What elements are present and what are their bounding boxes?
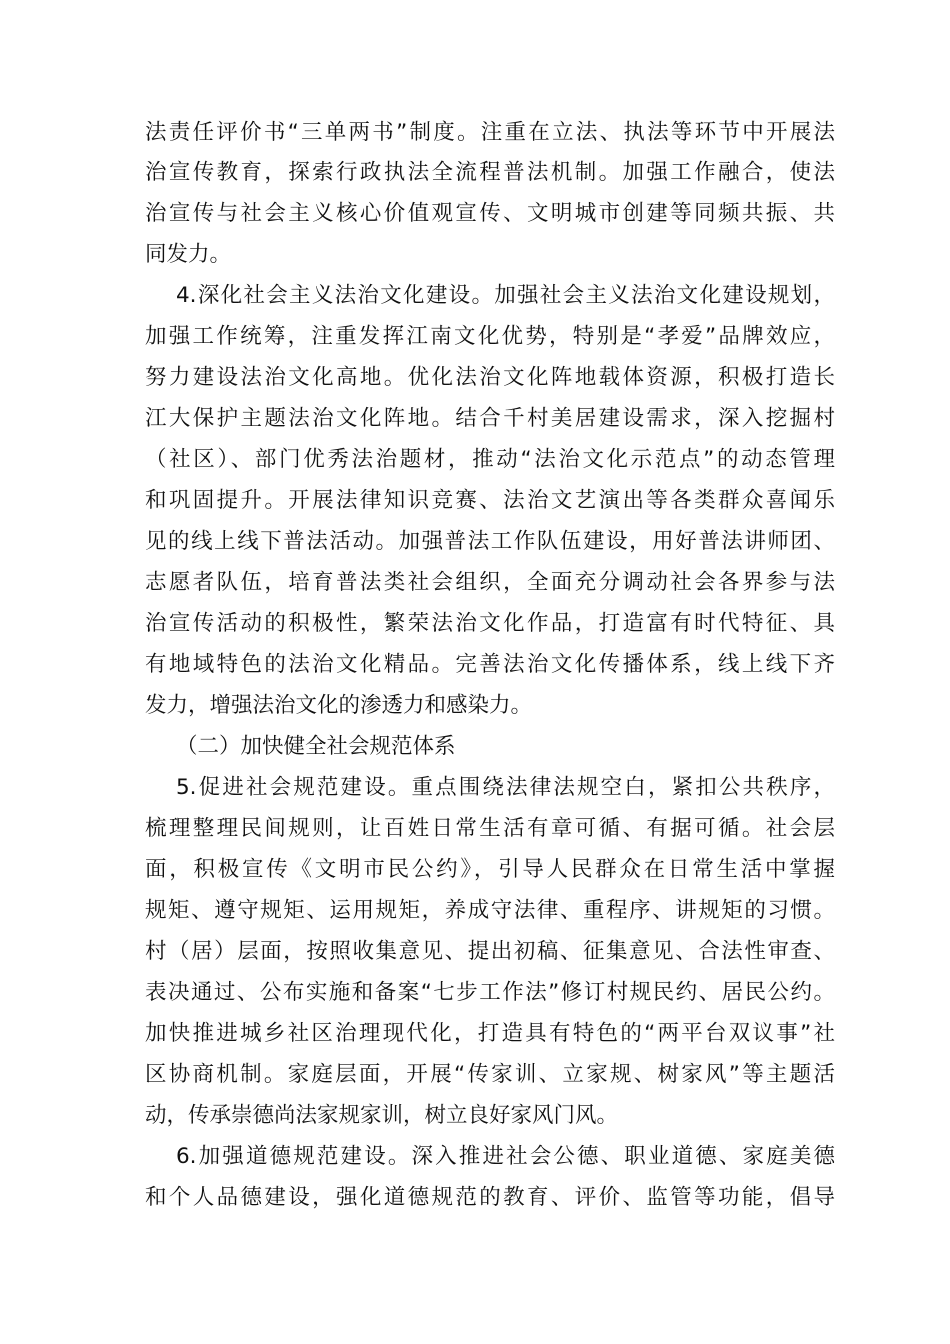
- text-line: （社区）、部门优秀法治题材，推动“法治文化示范点”的动态管理: [145, 447, 835, 472]
- paragraph-first-line: 6.加强道德规范建设。深入推进社会公德、职业道德、家庭美德: [176, 1144, 835, 1169]
- text-line: 梳理整理民间规则，让百姓日常生活有章可循、有据可循。社会层: [145, 816, 835, 841]
- text-line: 区协商机制。家庭层面，开展“传家训、立家规、树家风”等主题活: [145, 1062, 835, 1087]
- text-line: 治宣传教育，探索行政执法全流程普法机制。加强工作融合，使法: [145, 160, 835, 185]
- paragraph-first-line: 5.促进社会规范建设。重点围绕法律法规空白，紧扣公共秩序，: [176, 775, 835, 800]
- text-line: 加快推进城乡社区治理现代化，打造具有特色的“两平台双议事”社: [145, 1021, 835, 1046]
- text-line: 志愿者队伍，培育普法类社会组织，全面充分调动社会各界参与法: [145, 570, 835, 595]
- text-line: 村（居）层面，按照收集意见、提出初稿、征集意见、合法性审查、: [145, 939, 835, 964]
- text-line: 治宣传与社会主义核心价值观宣传、文明城市创建等同频共振、共: [145, 201, 835, 226]
- text-line: 有地域特色的法治文化精品。完善法治文化传播体系，线上线下齐: [145, 652, 835, 677]
- text-line: 动，传承崇德尚法家规家训，树立良好家风门风。: [145, 1103, 619, 1128]
- text-line: 和个人品德建设，强化道德规范的教育、评价、监管等功能，倡导: [145, 1185, 835, 1210]
- text-line: 治宣传活动的积极性，繁荣法治文化作品，打造富有时代特征、具: [145, 611, 835, 636]
- text-line: 面，积极宣传《文明市民公约》，引导人民群众在日常生活中掌握: [145, 857, 835, 882]
- text-line: 同发力。: [145, 242, 232, 267]
- text-line: 见的线上线下普法活动。加强普法工作队伍建设，用好普法讲师团、: [145, 529, 835, 554]
- text-line: 努力建设法治文化高地。优化法治文化阵地载体资源，积极打造长: [145, 365, 835, 390]
- text-line: 江大保护主题法治文化阵地。结合千村美居建设需求，深入挖掘村: [145, 406, 835, 431]
- text-line: 表决通过、公布实施和备案“七步工作法”修订村规民约、居民公约。: [145, 980, 835, 1005]
- text-line: 发力，增强法治文化的渗透力和感染力。: [145, 693, 533, 718]
- text-line: 和巩固提升。开展法律知识竞赛、法治文艺演出等各类群众喜闻乐: [145, 488, 835, 513]
- section-heading: （二）加快健全社会规范体系: [176, 734, 456, 759]
- text-line: 规矩、遵守规矩、运用规矩，养成守法律、重程序、讲规矩的习惯。: [145, 898, 835, 923]
- text-line: 加强工作统筹，注重发挥江南文化优势，特别是“孝爱”品牌效应，: [145, 324, 835, 349]
- paragraph-first-line: 4.深化社会主义法治文化建设。加强社会主义法治文化建设规划，: [176, 283, 835, 308]
- text-line: 法责任评价书“三单两书”制度。注重在立法、执法等环节中开展法: [145, 120, 835, 145]
